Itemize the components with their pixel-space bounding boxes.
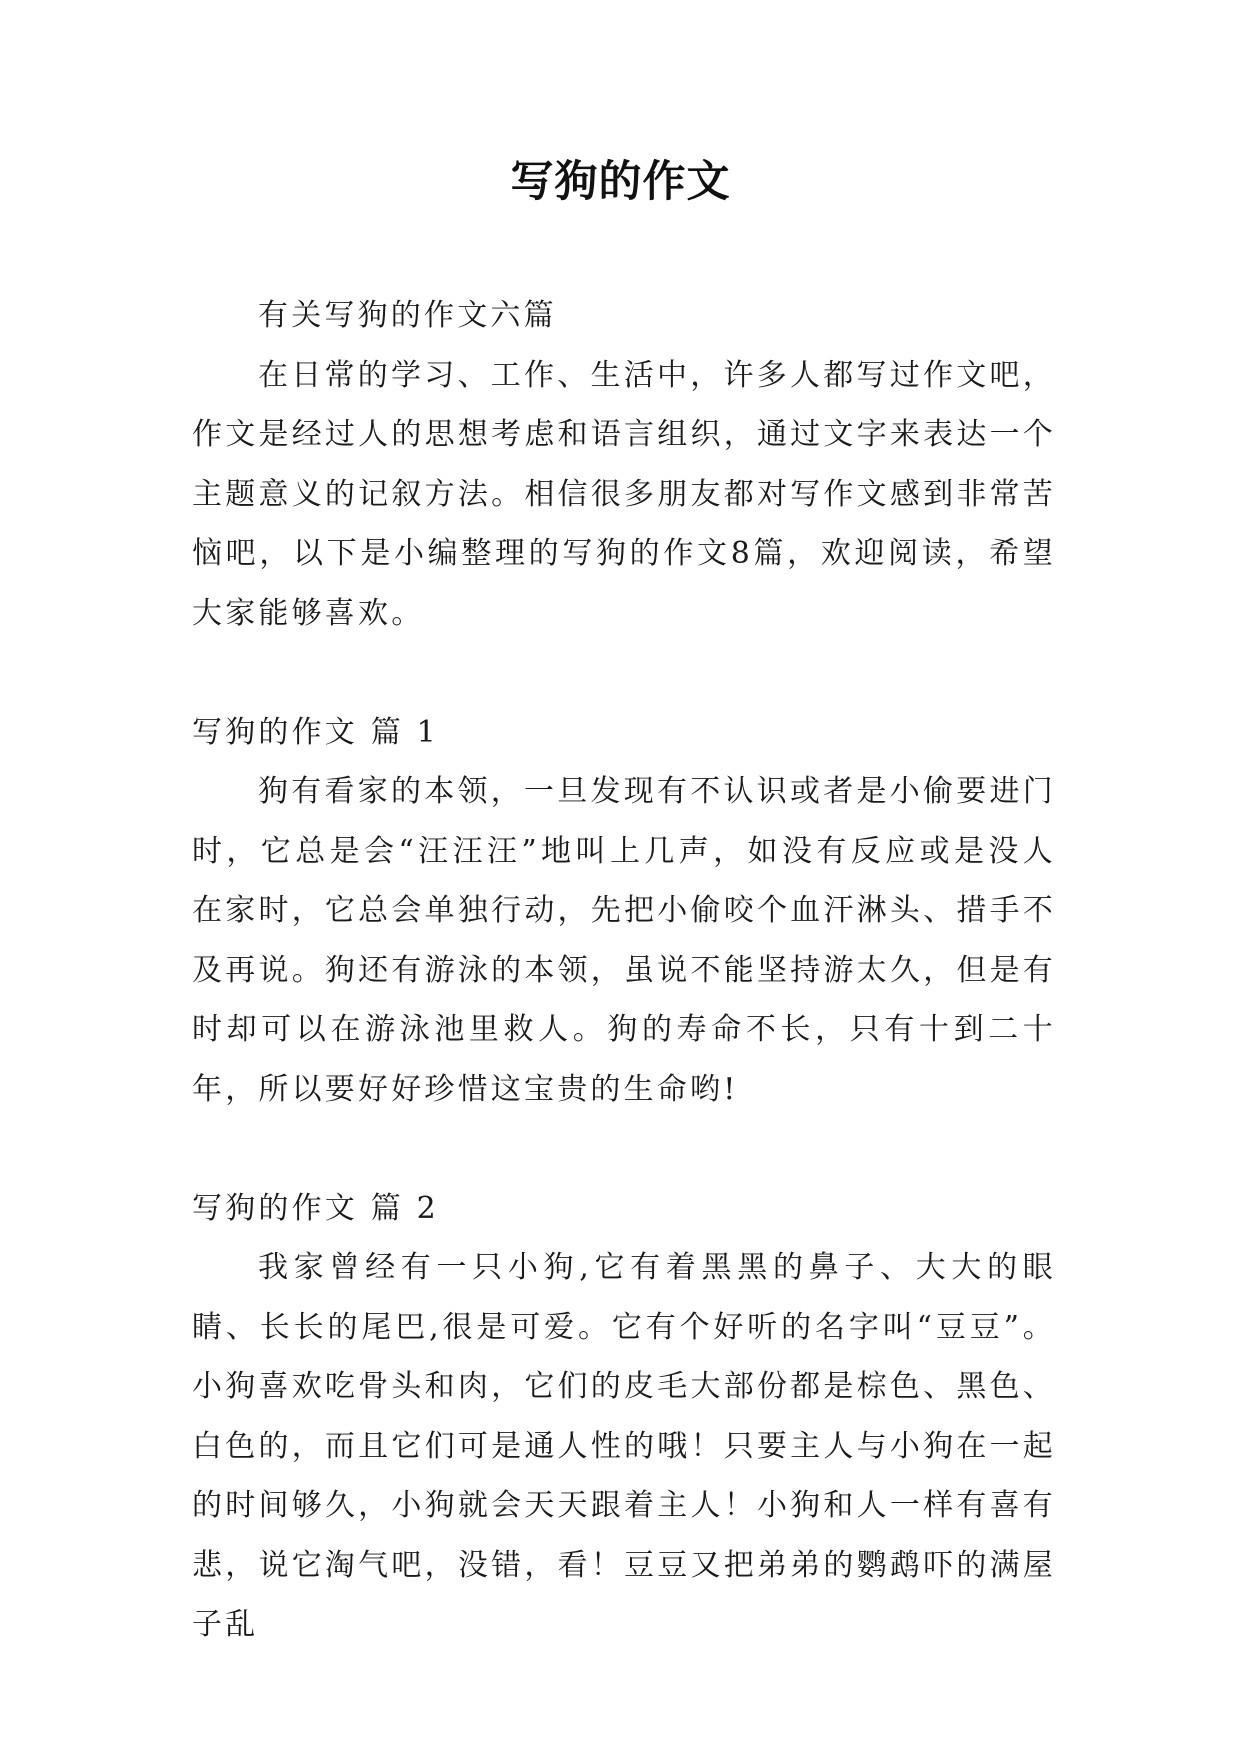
section-paragraph-2: 我家曾经有一只小狗,它有着黑黑的鼻子、大大的眼睛、长长的尾巴,很是可爱。它有个好听的名字叫“豆豆”。小狗喜欢吃骨头和肉，它们的皮毛大部份都是棕色、黑色、白色的，而且它们可是通人性的哦！只要主人与小狗在一起的时间够久，小狗就会天天跟着主人！小狗和人一样有喜有悲，说它淘气吧，没错，看！豆豆又把弟弟的鹦鹉吓的满屋子乱 — [192, 1250, 1056, 1642]
section-spacer — [192, 1119, 1056, 1179]
section-heading-2: 写狗的作文 篇 2 — [192, 1190, 439, 1226]
document-subtitle: 有关写狗的作文六篇 — [258, 298, 557, 333]
intro-paragraph: 在日常的学习、工作、生活中，许多人都写过作文吧，作文是经过人的思想考虑和语言组织，通过文字来表达一个主题意义的记叙方法。相信很多朋友都对写作文感到非常苦恼吧，以下是小编整理的写狗的作文8篇，欢迎阅读，希望大家能够喜欢。 — [192, 357, 1056, 631]
section-spacer — [192, 643, 1056, 703]
section-paragraph-1: 狗有看家的本领，一旦发现有不认识或者是小偷要进门时，它总是会“汪汪汪”地叫上几声，如没有反应或是没人在家时，它总会单独行动，先把小偷咬个血汗淋头、措手不及再说。狗还有游泳的本领，虽说不能坚持游太久，但是有时却可以在游泳池里救人。狗的寿命不长，只有十到二十年，所以要好好珍惜这宝贵的生命哟! — [192, 774, 1056, 1107]
document-title: 写狗的作文 — [510, 157, 731, 207]
document-body — [192, 286, 1056, 1655]
section-heading-1: 写狗的作文 篇 1 — [192, 714, 439, 750]
